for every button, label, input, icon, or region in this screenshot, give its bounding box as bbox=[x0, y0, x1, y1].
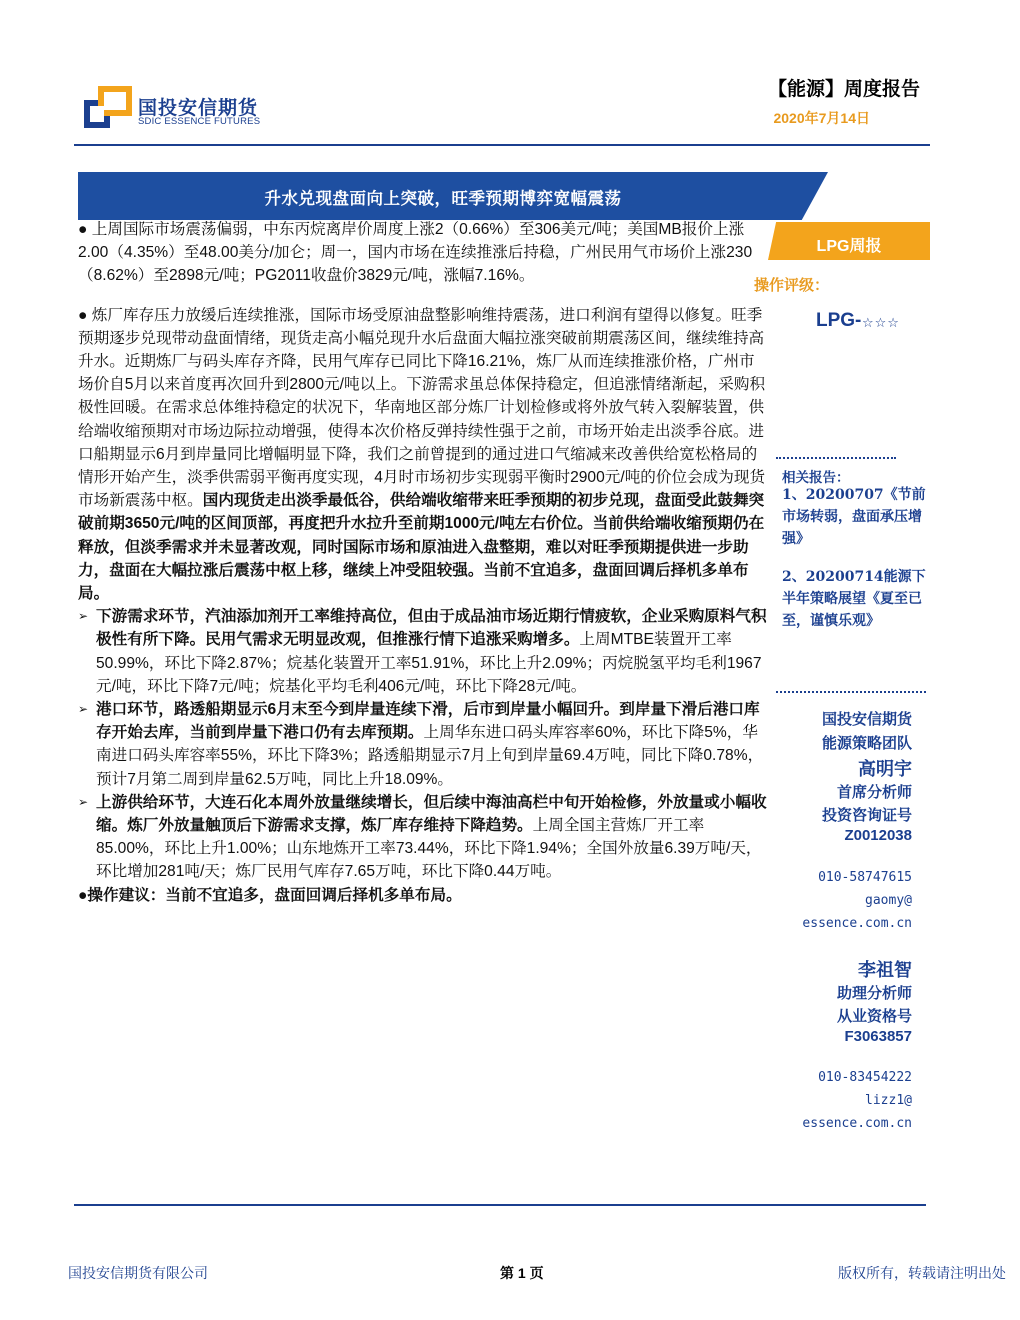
report-body bbox=[78, 218, 768, 907]
supply-paragraph bbox=[78, 791, 768, 884]
analyst-cert-no: Z0012038 bbox=[844, 827, 912, 844]
analyst-cert-no: F3063857 bbox=[844, 1028, 912, 1045]
rating-stars-icon: ☆☆☆ bbox=[862, 315, 900, 330]
sidebar-divider bbox=[776, 457, 896, 459]
analyst-cert-label: 从业资格号 bbox=[836, 1008, 912, 1025]
related-reports-title: 相关报告： bbox=[782, 470, 850, 485]
rating-value: LPG- bbox=[816, 310, 862, 331]
port-paragraph bbox=[78, 698, 768, 791]
related-report-link[interactable]: 2、20200714能源下半年策略展望《夏至已至，谨慎乐观》 bbox=[782, 569, 926, 629]
footer-company: 国投安信期货有限公司 bbox=[68, 1266, 208, 1282]
port-detail: 上周华东进口码头库容率60%，环比下降5%，华南进口码头库容率55%，环比下降3%；路透船期显示7月上旬到岸量69.4万吨，同比下降0.78%，预计7月第二周到岸量62.5万吨，同比上升18.09%。 bbox=[96, 724, 764, 788]
report-type: 【能源】周度报告 bbox=[767, 79, 920, 100]
analyst-email-domain[interactable]: essence.com.cn bbox=[802, 916, 912, 931]
footer-copyright: 版权所有，转载请注明出处 bbox=[838, 1266, 1006, 1282]
supply-highlight: 上游供给环节，大连石化本周外放量继续增长，但后续中海油高栏中旬开始检修，外放量或小幅收缩。炼厂外放量触顶后下游需求支撑，炼厂库存维持下降趋势。 bbox=[96, 793, 767, 835]
summary-paragraph: ● 上周国际市场震荡偏弱，中东丙烷离岸价周度上涨2（0.66%）至306美元/吨；美国MB报价上涨2.00（4.35%）至48.00美分/加仑；周一，国内市场在连续推涨后持稳，广州民用气市场价上涨230（8.62%）至2898元/吨；PG2011收盘价3829元/吨，涨幅7.16%。 bbox=[78, 221, 753, 285]
analyst-email[interactable]: lizz1@ bbox=[865, 1093, 912, 1108]
footer-divider bbox=[74, 1204, 926, 1206]
operation-advice: ●操作建议：当前不宜追多，盘面回调后择机多单布局。 bbox=[78, 886, 462, 904]
arrow-bullet-icon: ➢ bbox=[78, 794, 89, 809]
rating-label: 操作评级： bbox=[754, 277, 830, 294]
analyst-name: 李祖智 bbox=[858, 960, 912, 980]
logo-company-name: 国投安信期货 bbox=[138, 98, 259, 119]
supply-detail: 上周全国主营炼厂开工率85.00%，环比上升1.00%；山东地炼开工率73.44%，环比下降1.94%；全国外放量6.39万吨/天，环比增加281吨/天；炼厂民用气库存7.65万吨，环比下降0.44万吨。 bbox=[96, 817, 762, 881]
arrow-bullet-icon: ➢ bbox=[78, 609, 89, 624]
analyst-email[interactable]: gaomy@ bbox=[865, 893, 912, 908]
analyst-email-domain[interactable]: essence.com.cn bbox=[802, 1116, 912, 1131]
page-number: 第 1 页 bbox=[500, 1265, 544, 1281]
sidebar-divider bbox=[776, 691, 926, 693]
header-divider bbox=[74, 144, 930, 146]
analyst-title: 助理分析师 bbox=[836, 985, 912, 1002]
report-tag: LPG周报 bbox=[816, 238, 882, 255]
analyst-title: 首席分析师 bbox=[836, 784, 912, 801]
team-name: 能源策略团队 bbox=[821, 735, 912, 752]
analysis-conclusion: 国内现货走出淡季最低谷，供给端收缩带来旺季预期的初步兑现，盘面受此鼓舞突破前期3650元/吨的区间顶部，再度把升水拉升至前期1000元/吨左右价位。当前供给端收缩预期仍在释放，但淡季需求并未显著改观，同时国际市场和原油进入盘整期，难以对旺季预期提供进一步助力，盘面在大幅拉涨后震荡中枢上移，继续上冲受阻较强。当前不宜追多，盘面回调后择机多单布局。 bbox=[78, 492, 765, 603]
demand-paragraph bbox=[78, 605, 768, 698]
report-date: 2020年7月14日 bbox=[773, 110, 870, 126]
related-report-link[interactable]: 1、20200707《节前市场转弱，盘面承压增强》 bbox=[782, 487, 926, 547]
demand-detail: 上周MTBE装置开工率50.99%，环比下降2.87%；烷基化装置开工率51.91%，环比上升2.09%；丙烷脱氢平均毛利1967元/吨，环比下降7元/吨；烷基化平均毛利406元/吨，环比下降28元/吨。 bbox=[96, 631, 762, 695]
analysis-paragraph bbox=[78, 304, 768, 606]
logo-company-name-en: SDIC ESSENCE FUTURES bbox=[138, 116, 261, 127]
report-title: 升水兑现盘面向上突破，旺季预期博弈宽幅震荡 bbox=[264, 190, 622, 208]
team-company: 国投安信期货 bbox=[821, 711, 912, 728]
demand-highlight: 下游需求环节，汽油添加剂开工率维持高位，但由于成品油市场近期行情疲软，企业采购原料气积极性有所下降。民用气需求无明显改观，但推涨行情下追涨采购增多。 bbox=[96, 608, 767, 649]
analyst-phone: 010-83454222 bbox=[818, 1070, 912, 1085]
company-logo-icon bbox=[84, 86, 134, 128]
port-highlight: 港口环节，路透船期显示6月末至今到岸量连续下滑，后市到岸量小幅回升。到岸量下滑后港口库存开始去库，当前到岸量下港口仍有去库预期。 bbox=[96, 701, 760, 742]
analyst-name: 高明宇 bbox=[858, 759, 912, 779]
arrow-bullet-icon: ➢ bbox=[78, 702, 89, 717]
analyst-phone: 010-58747615 bbox=[818, 870, 912, 885]
analysis-text: ● 炼厂库存压力放缓后连续推涨，国际市场受原油盘整影响维持震荡，进口利润有望得以修复。旺季预期逐步兑现带动盘面情绪，现货走高小幅兑现升水后盘面大幅拉涨突破前期震荡区间，继续维持高升水。近期炼厂与码头库存齐降，民用气库存已同比下降16.21%，炼厂从而连续推涨价格，广州市场价自5月以来首度再次回升到2800元/吨以上。下游需求虽总体保持稳定，但追涨情绪渐起，采购积极性回暖。在需求总体维持稳定的状况下，华南地区部分炼厂计划检修或将外放气转入裂解装置，供给端收缩预期对市场边际拉动增强，使得本次价格反弹持续性强于之前，市场开始走出淡季谷底。进口船期显示6月到岸量同比增幅明显下降，我们之前曾提到的通过进口气缩减来改善供给宽松格局的情形开始产生，淡季供需弱平衡再度实现，4月时市场初步实现弱平衡时2900元/吨的价位会成为现货市场新震荡中枢。 bbox=[78, 306, 766, 510]
analyst-cert-label: 投资咨询证号 bbox=[821, 807, 912, 824]
